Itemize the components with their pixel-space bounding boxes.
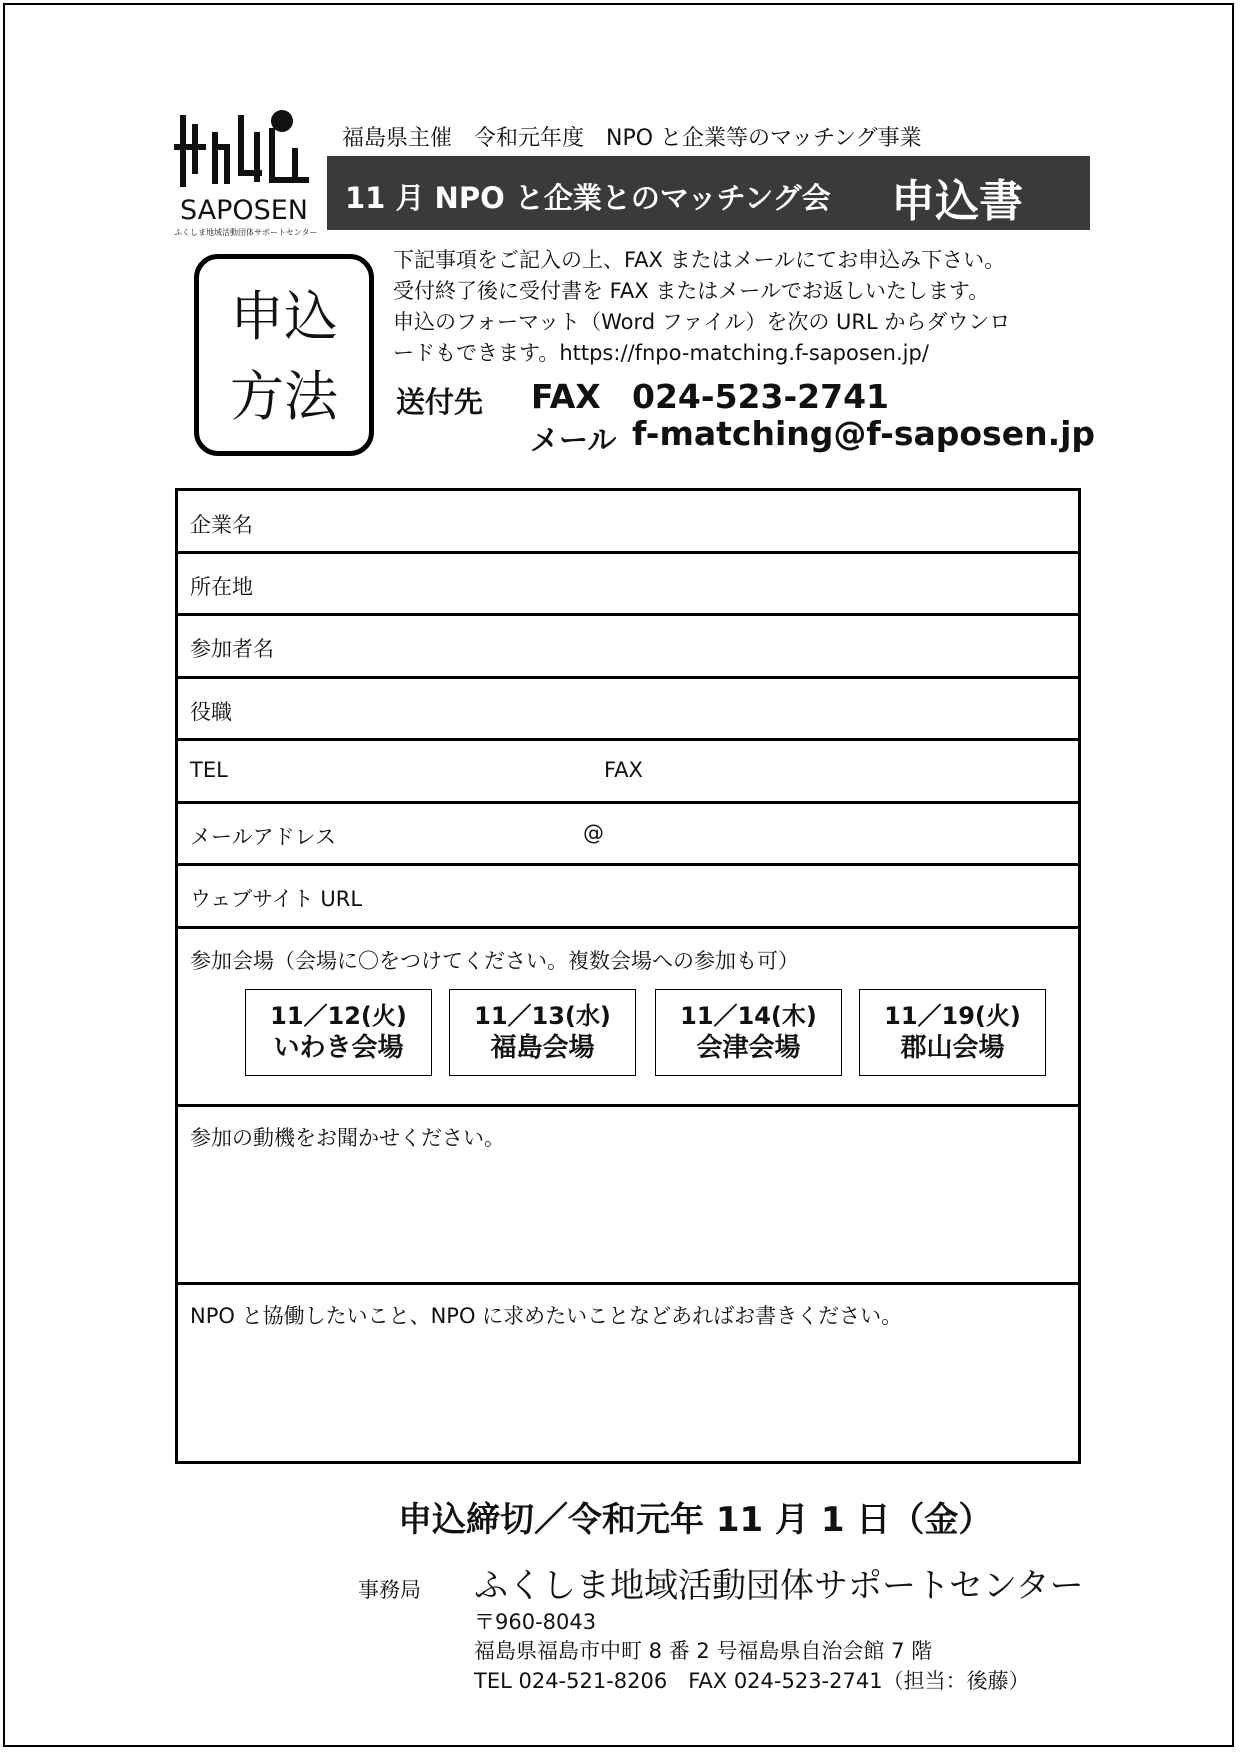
participant-label: 参加者名 (190, 637, 274, 661)
form-row-npo-request[interactable] (178, 1285, 1078, 1461)
venue-iwaki[interactable] (245, 989, 432, 1076)
venue-date: 11／12(火) (270, 1002, 407, 1030)
venue-label: 参加会場（会場に〇をつけてください。複数会場への参加も可） (190, 949, 799, 973)
fax-field-label: FAX (604, 758, 643, 782)
mail-label: メール (530, 423, 617, 457)
form-row-position[interactable] (178, 679, 1078, 741)
mail-address[interactable]: f-matching@f-saposen.jp (632, 414, 1096, 453)
venue-koriyama[interactable] (859, 989, 1046, 1076)
venue-date: 11／13(水) (474, 1002, 611, 1030)
fax-label: FAX (531, 377, 601, 416)
application-method-badge (194, 254, 374, 456)
form-row-tel-fax[interactable] (178, 741, 1078, 804)
form-row-motivation[interactable] (178, 1107, 1078, 1285)
logo-wordmark: SAPOSEN (179, 195, 309, 226)
instruction-line: 下記事項をご記入の上、FAX またはメールにてお申込み下さい。 (393, 248, 1006, 272)
instruction-line: 申込のフォーマット（Word ファイル）を次の URL からダウンロ (393, 310, 1011, 334)
at-sign: @ (583, 821, 604, 845)
venue-aizu[interactable] (655, 989, 842, 1076)
title-banner (327, 156, 1090, 230)
motivation-label: 参加の動機をお聞かせください。 (190, 1126, 505, 1150)
venue-name: 福島会場 (490, 1033, 595, 1063)
office-postal: 〒960-8043 (474, 1610, 597, 1634)
form-row-participant[interactable] (178, 616, 1078, 679)
office-address: 福島県福島市中町 8 番 2 号福島県自治会館 7 階 (474, 1639, 933, 1663)
venue-fukushima[interactable] (449, 989, 636, 1076)
venue-name: いわき会場 (273, 1033, 404, 1063)
tel-label: TEL (190, 758, 228, 782)
form-row-website[interactable] (178, 866, 1078, 929)
form-row-venue (178, 929, 1078, 1107)
website-label: ウェブサイト URL (190, 887, 363, 911)
logo-mark-icon (174, 110, 320, 200)
email-label: メールアドレス (190, 825, 336, 849)
method-line-2: 方法 (230, 365, 338, 428)
venue-name: 郡山会場 (900, 1033, 1005, 1063)
form-row-email[interactable] (178, 804, 1078, 866)
venue-date: 11／19(火) (884, 1002, 1021, 1030)
instructions (393, 245, 1093, 369)
fax-number: 024-523-2741 (632, 377, 890, 416)
logo-subtext: ふくしま地域活動団体サポートセンター (174, 228, 318, 237)
send-to-label: 送付先 (396, 385, 484, 419)
venue-name: 会津会場 (696, 1033, 801, 1063)
position-label: 役職 (190, 700, 232, 724)
npo-request-label: NPO と協働したいこと、NPO に求めたいことなどあればお書きください。 (190, 1304, 903, 1328)
instruction-line: ードもできます。https://fnpo-matching.f-saposen.jp/ (393, 341, 929, 365)
saposen-logo (174, 110, 320, 240)
instruction-line: 受付終了後に受付書を FAX またはメールでお返しいたします。 (393, 279, 990, 303)
method-line-1: 申込 (230, 285, 338, 348)
application-deadline: 申込締切／令和元年 11 月 1 日（金） (398, 1500, 993, 1540)
form-row-address[interactable] (178, 554, 1078, 616)
title-application-form: 申込書 (891, 176, 1023, 227)
address-label: 所在地 (190, 575, 253, 599)
title-main: 11 月 NPO と企業とのマッチング会 (345, 181, 831, 215)
application-form-table (175, 488, 1081, 1464)
event-subtitle: 福島県主催 令和元年度 NPO と企業等のマッチング事業 (342, 126, 922, 151)
company-label: 企業名 (190, 513, 253, 537)
office-label: 事務局 (358, 1578, 421, 1602)
form-row-company[interactable] (178, 491, 1078, 554)
venue-date: 11／14(木) (680, 1002, 817, 1030)
office-name: ふくしま地域活動団体サポートセンター (474, 1566, 1084, 1606)
office-phone-fax: TEL 024-521-8206 FAX 024-523-2741（担当：後藤） (474, 1669, 1030, 1693)
